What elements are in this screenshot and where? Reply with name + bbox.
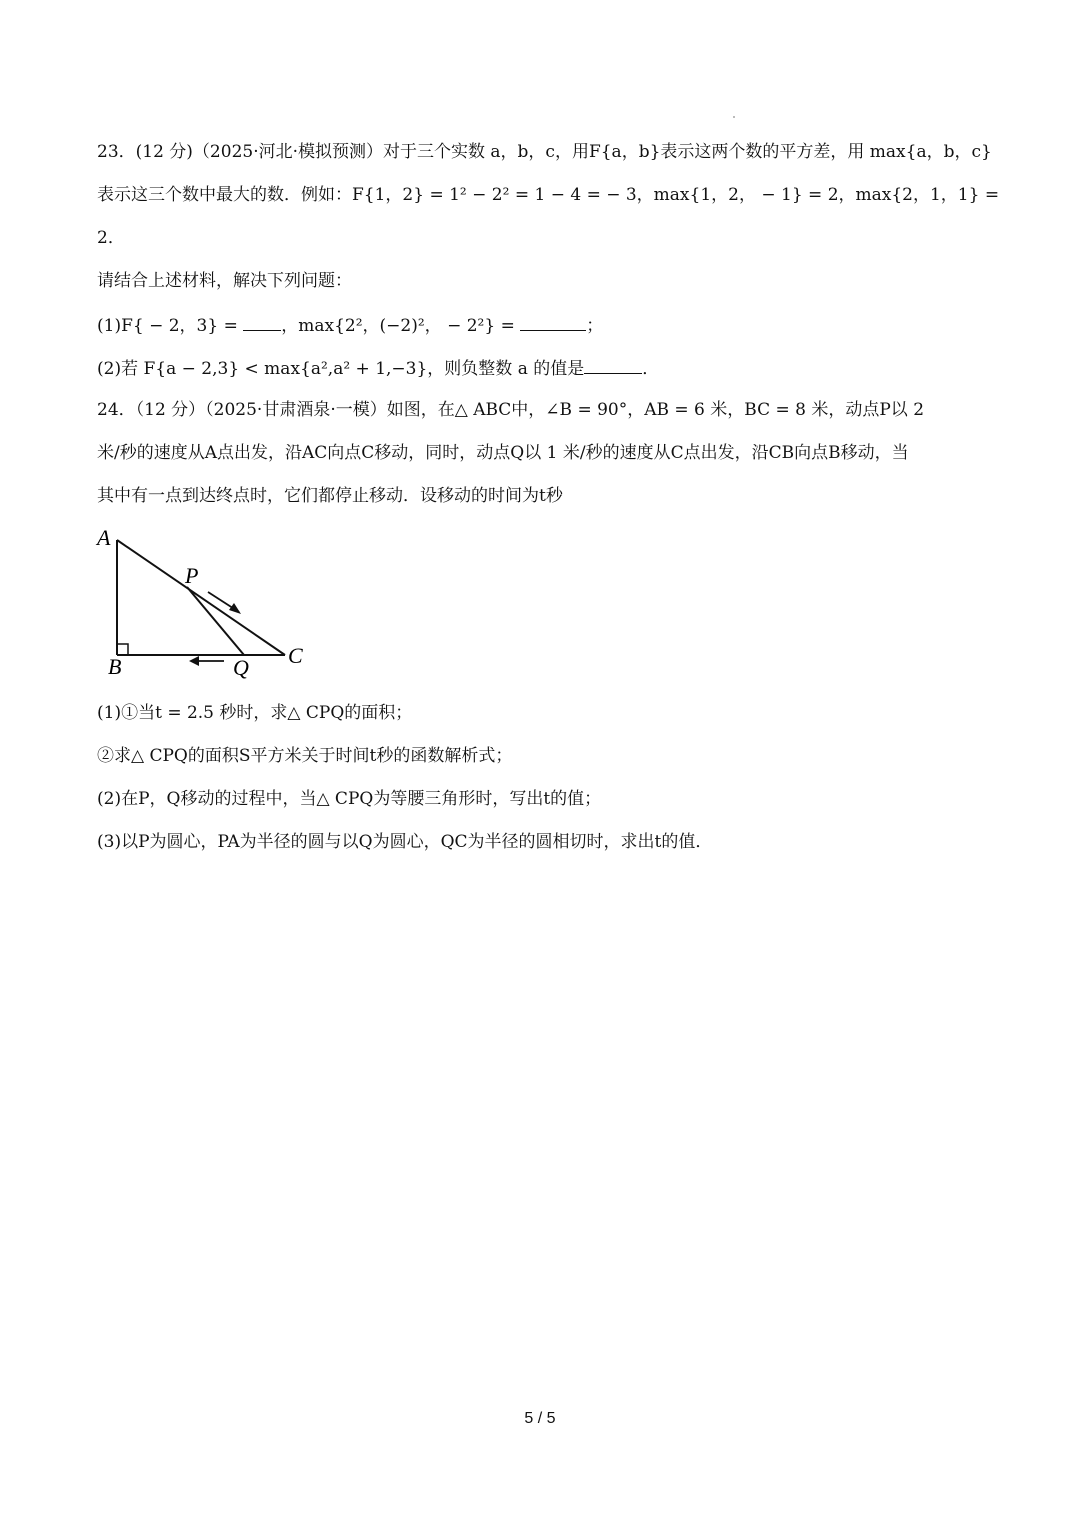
q23-line-1: 23．(12 分)（2025·河北·模拟预测）对于三个实数 a，b，c，用F{a，b}表示这两个数的平方差，用 max{a，b，c} <box>97 142 992 162</box>
page-number: 5 / 5 <box>524 1410 556 1427</box>
answer-blank <box>243 312 281 331</box>
q23-part-2-text-b: ． <box>642 359 660 379</box>
q23-line-4: 请结合上述材料，解决下列问题： <box>97 271 352 291</box>
q24-sub-2: (2)在P，Q移动的过程中，当△ CPQ为等腰三角形时，写出t的值； <box>97 789 602 809</box>
arrow-p-head <box>229 603 241 614</box>
stray-mark <box>733 116 735 118</box>
q24-line-2: 米/秒的速度从A点出发，沿AC向点C移动，同时，动点Q以 1 米/秒的速度从C点出发，沿CB向点B移动，当 <box>97 443 909 463</box>
label-a: A <box>97 525 111 550</box>
q23-part-2-text-a: (2)若 F{a − 2,3} < max{a²,a² + 1,−3}，则负整数 a 的值是 <box>97 359 585 379</box>
q23-line-2: 表示这三个数中最大的数．例如：F{1，2} = 1² − 2² = 1 − 4 = − 3，max{1，2， − 1} = 2，max{2，1，1} = <box>97 185 1000 205</box>
q24-sub-1b: ②求△ CPQ的面积S平方米关于时间t秒的函数解析式； <box>97 746 513 766</box>
q23-line-3: 2． <box>97 228 125 248</box>
label-p: P <box>185 563 199 588</box>
q23-part-1-text-b: ，max{2²，(−2)²， − 2²} = <box>281 316 515 336</box>
label-b: B <box>108 654 122 679</box>
q23-part-1-text-a: (1)F{ − 2，3} = <box>97 316 238 336</box>
arrow-q-head <box>189 656 199 666</box>
q24-sub-3: (3)以P为圆心，PA为半径的圆与以Q为圆心，QC为半径的圆相切时，求出t的值． <box>97 832 713 852</box>
label-q: Q <box>233 655 249 680</box>
answer-blank <box>520 312 586 331</box>
q24-line-1: 24．（12 分）（2025·甘肃酒泉·一模）如图，在△ ABC中，∠B = 90°，AB = 6 米，BC = 8 米，动点P以 2 <box>97 400 925 420</box>
q24-line-3: 其中有一点到达终点时，它们都停止移动．设移动的时间为t秒 <box>97 486 563 506</box>
q23-part-1 <box>97 312 603 338</box>
triangle-figure <box>90 522 320 682</box>
side-ac <box>117 540 285 655</box>
q23-part-1-text-c: ； <box>586 316 604 336</box>
q24-sub-1a: (1)①当t = 2.5 秒时，求△ CPQ的面积； <box>97 703 413 723</box>
label-c: C <box>288 643 303 668</box>
q23-part-2 <box>97 355 659 381</box>
answer-blank <box>584 355 642 374</box>
